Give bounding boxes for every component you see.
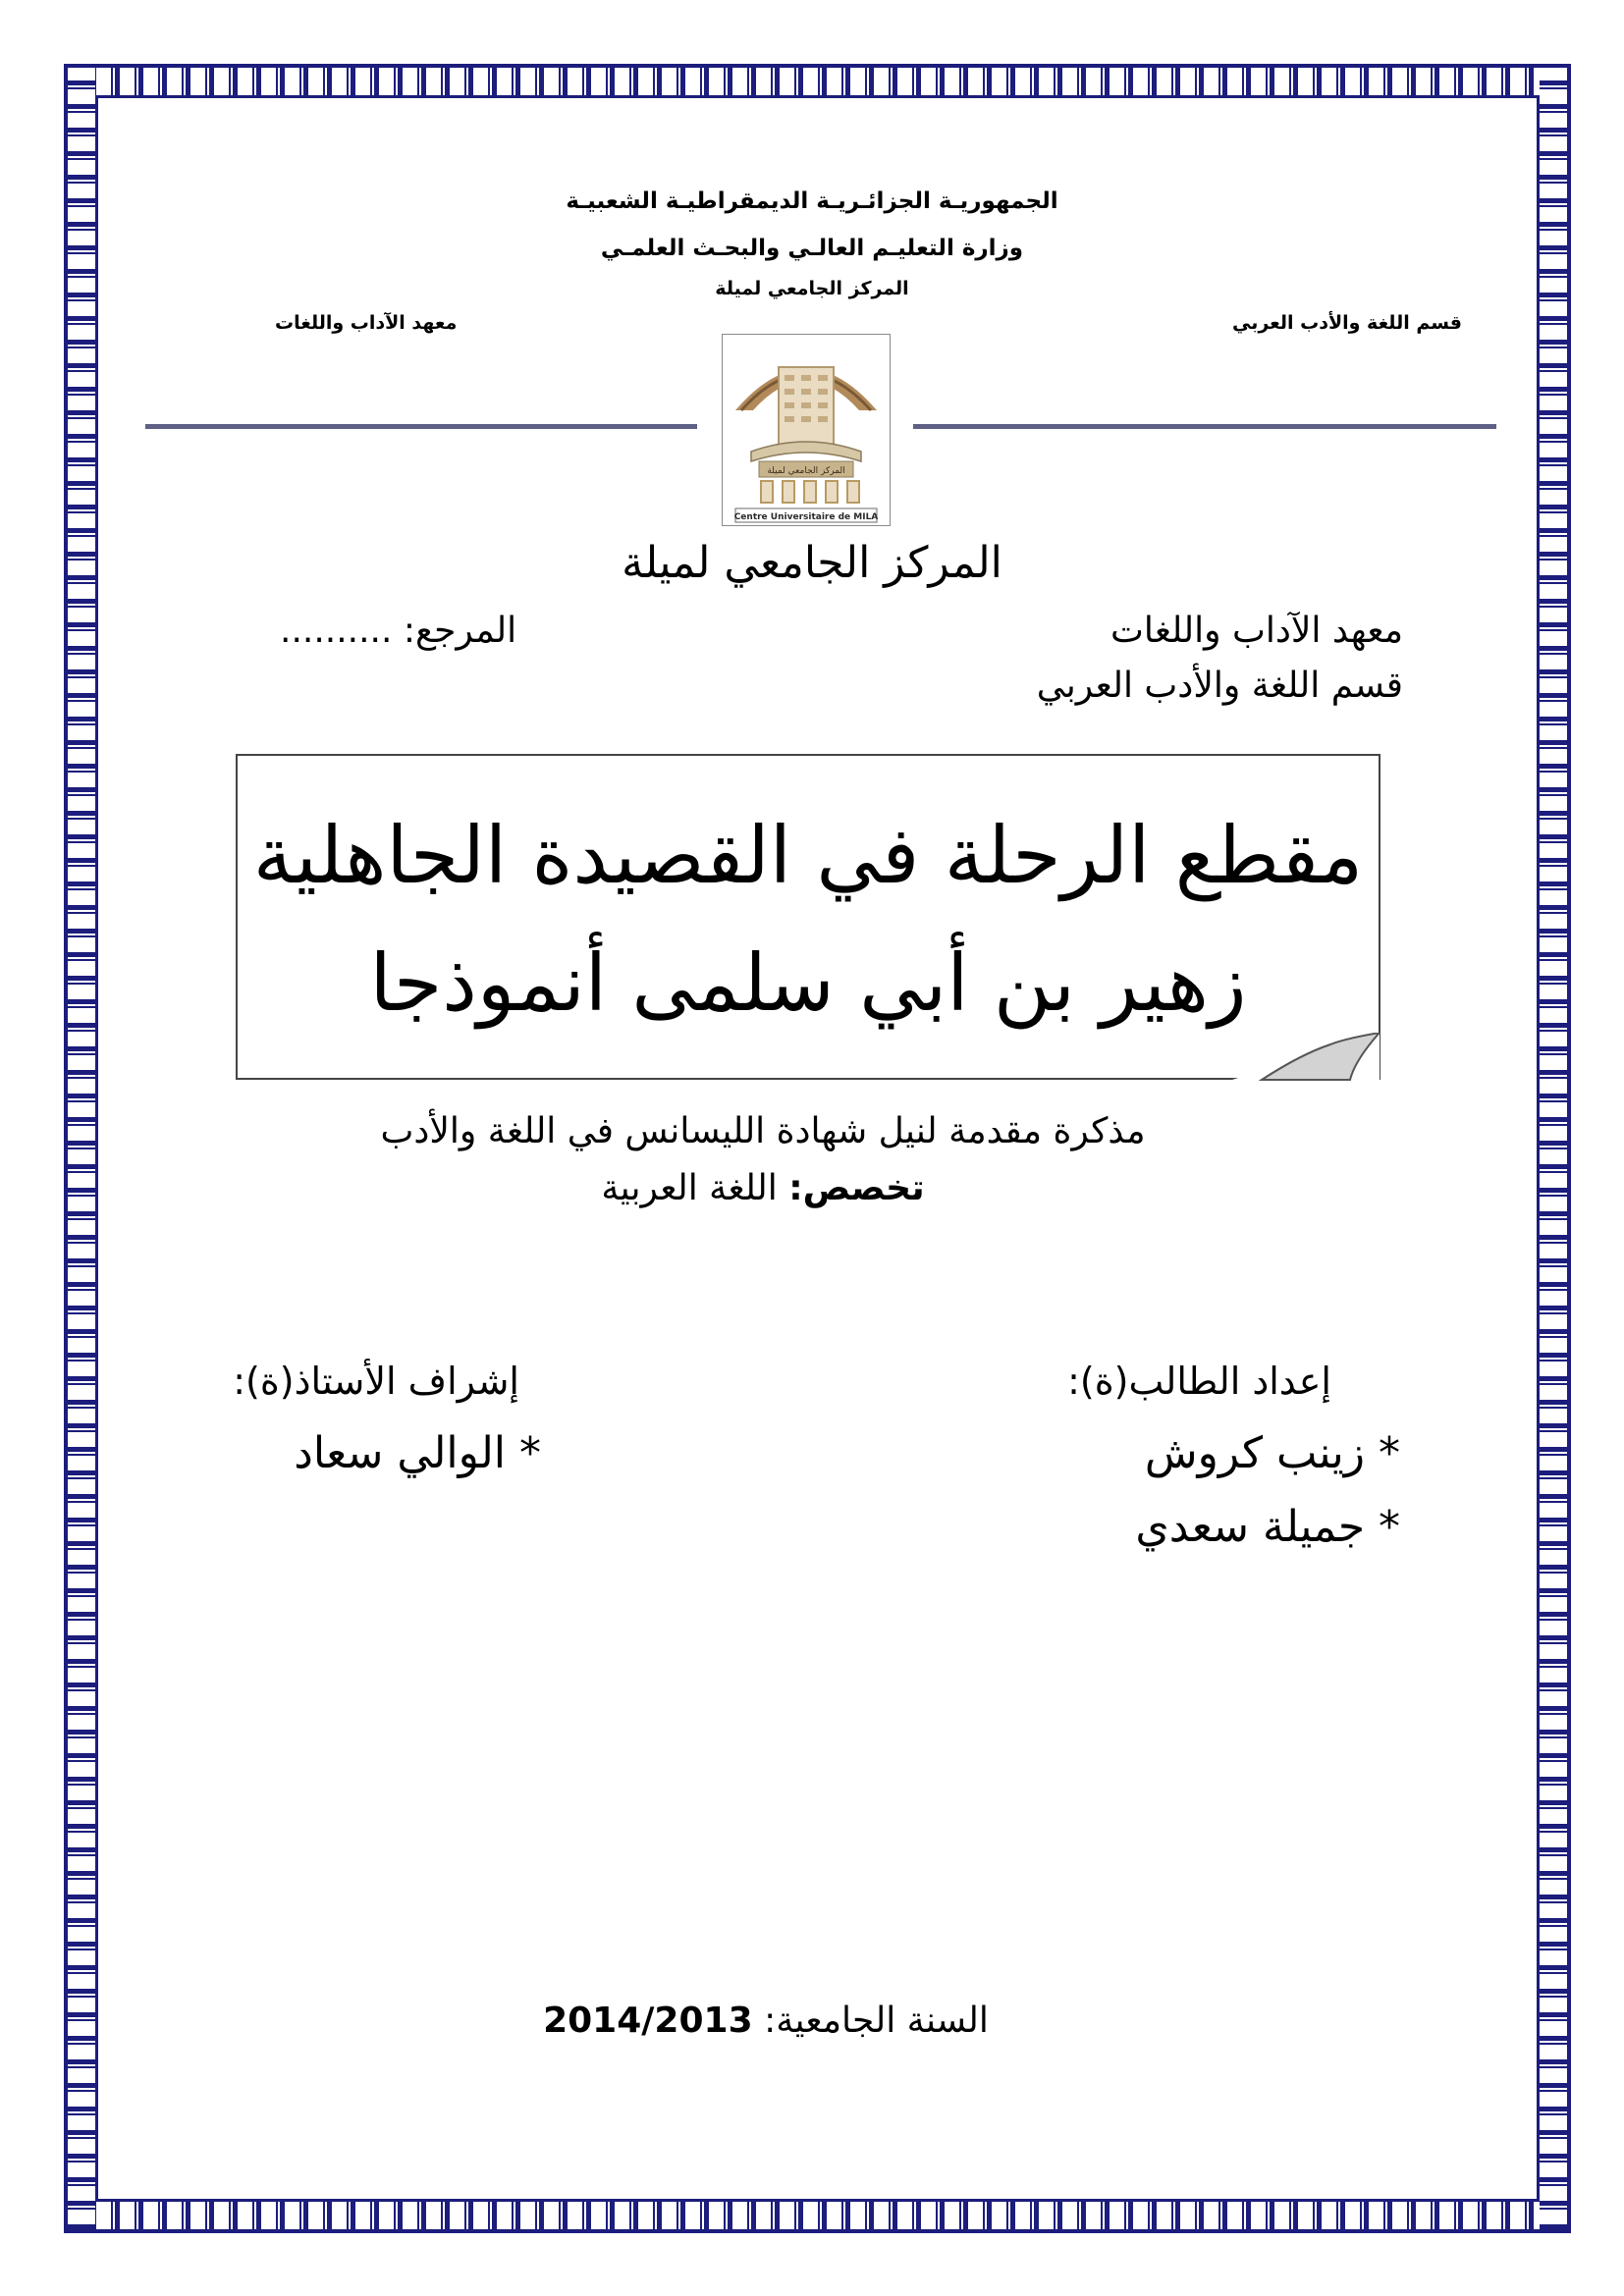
institute-small-heading: معهد الآداب واللغات: [275, 312, 458, 334]
title-box-folded-corner: [1232, 1033, 1381, 1082]
department-small-heading: قسم اللغة والأدب العربي: [1231, 312, 1462, 334]
logo-banner-text: المركز الجامعي لميلة: [767, 466, 845, 476]
student-name-1: * زينب كروش: [1144, 1428, 1400, 1478]
supervisor-label: إشراف الأستاذ(ة):: [233, 1360, 519, 1403]
specialty-value: اللغة العربية: [601, 1168, 778, 1208]
center-name: المركز الجامعي لميلة: [622, 538, 1002, 588]
thesis-title-line1: مقطع الرحلة في القصيدة الجاهلية: [252, 810, 1364, 901]
memo-purpose: مذكرة مقدمة لنيل شهادة الليسانس في اللغة والأدب: [380, 1111, 1146, 1151]
header-rule-left: [145, 424, 697, 429]
specialty-line: [321, 1168, 1205, 1208]
page-frame-bottom-band: [68, 2202, 1567, 2229]
academic-year-value: 2014/2013: [543, 2001, 753, 2041]
header-rule-right: [913, 424, 1496, 429]
academic-year-label: السنة الجامعية:: [764, 2001, 989, 2041]
university-logo: [722, 334, 891, 526]
department-name: قسم اللغة والأدب العربي: [1036, 666, 1403, 706]
institute-name: معهد الآداب واللغات: [1110, 611, 1403, 651]
page-frame-top-band: [68, 68, 1567, 95]
thesis-title-line2: زهير بن أبي سلمى أنموذجا: [369, 937, 1247, 1029]
supervisor-name: * الوالي سعاد: [294, 1428, 541, 1478]
page-frame-left-band: [68, 68, 95, 2229]
specialty-label: تخصص:: [788, 1168, 925, 1208]
title-box: [236, 754, 1380, 1080]
students-label: إعداد الطالب(ة):: [1067, 1360, 1331, 1403]
center-small-heading: المركز الجامعي لميلة: [715, 278, 909, 299]
reference-field: المرجع: ..........: [280, 611, 517, 651]
republic-heading: الجمهوريـة الجزائـريـة الديمقراطيـة الشعبيـة: [566, 188, 1058, 214]
ministry-heading: وزارة التعليـم العالـي والبحـث العلمـي: [600, 236, 1024, 261]
page-frame-right-band: [1540, 68, 1567, 2229]
student-name-2: * جميلة سعدي: [1135, 1502, 1400, 1552]
academic-year-line: [422, 2001, 1110, 2041]
logo-caption-text: Centre Universitaire de MILA: [733, 512, 879, 522]
